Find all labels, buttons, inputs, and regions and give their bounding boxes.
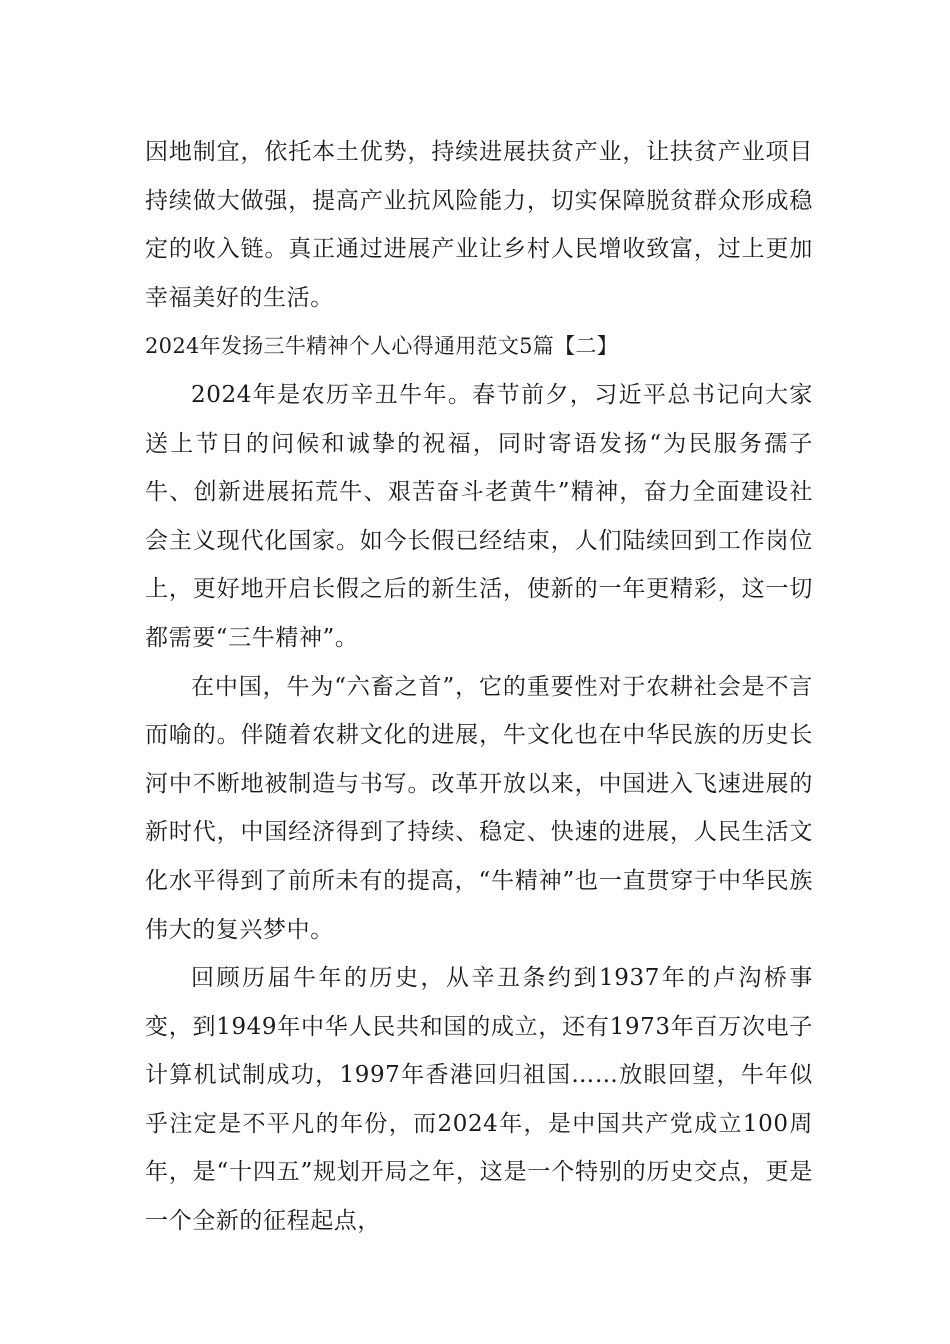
body-paragraph-1: 2024年是农历辛丑牛年。春节前夕，习近平总书记向大家送上节日的问候和诚挚的祝福，同时寄语发扬“为民服务孺子牛、创新进展拓荒牛、艰苦奋斗老黄牛”精神，奋力全面建设社会主义现代化国家。如今长假已经结束，人们陆续回到工作岗位上，更好地开启长假之后的新生活，使新的一年更精彩，这一切都需要“三牛精神”。 — [145, 381, 813, 651]
section-heading: 2024年发扬三牛精神个人心得通用范文5篇【二】 — [145, 334, 619, 359]
document-body — [145, 128, 813, 1246]
continued-paragraph: 因地制宜，依托本土优势，持续进展扶贫产业，让扶贫产业项目持续做大做强，提高产业抗风险能力，切实保障脱贫群众形成稳定的收入链。真正通过进展产业让乡村人民增收致富，过上更加幸福美好的生活。 — [145, 139, 813, 311]
body-paragraph-2: 在中国，牛为“六畜之首”，它的重要性对于农耕社会是不言而喻的。伴随着农耕文化的进展，牛文化也在中华民族的历史长河中不断地被制造与书写。改革开放以来，中国进入飞速进展的新时代，中国经济得到了持续、稳定、快速的进展，人民生活文化水平得到了前所未有的提高，“牛精神”也一直贯穿于中华民族伟大的复兴梦中。 — [145, 673, 813, 943]
body-paragraph-3: 回顾历届牛年的历史，从辛丑条约到1937年的卢沟桥事变，到1949年中华人民共和国的成立，还有1973年百万次电子计算机试制成功，1997年香港回归祖国……放眼回望，牛年似乎注定是不平凡的年份，而2024年，是中国共产党成立100周年，是“十四五”规划开局之年，这是一个特别的历史交点，更是一个全新的征程起点， — [145, 965, 813, 1235]
